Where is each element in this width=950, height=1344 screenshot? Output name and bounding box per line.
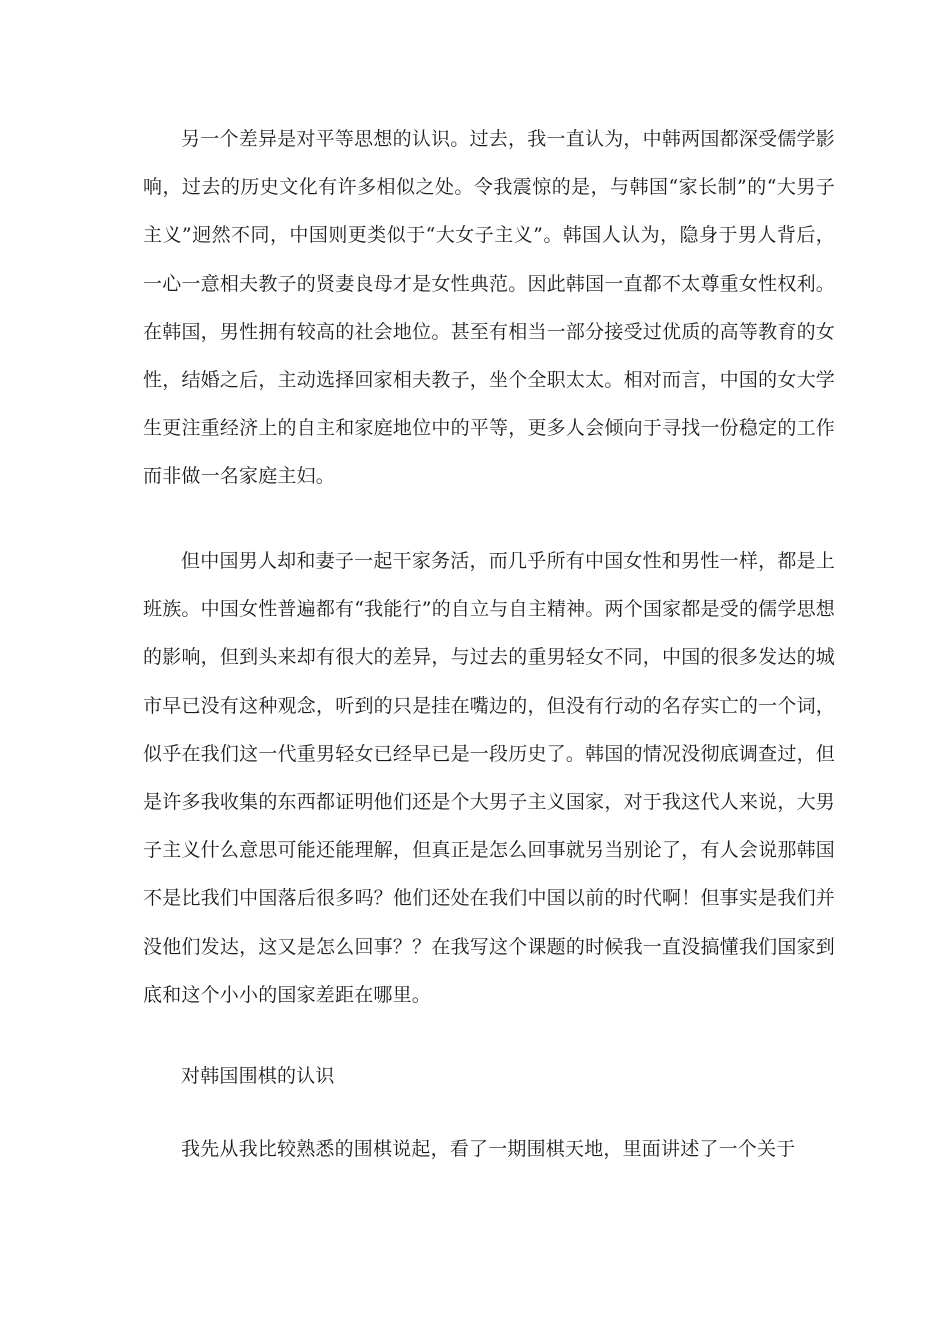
paragraph-go-intro: 我先从我比较熟悉的围棋说起，看了一期围棋天地，里面讲述了一个关于 (181, 1138, 796, 1160)
section-heading-korean-go: 对韩国围棋的认识 (181, 1065, 335, 1087)
paragraph-equality-thought: 另一个差异是对平等思想的认识。过去，我一直认为，中韩两国都深受儒学影响，过去的历史文化有许多相似之处。令我震惊的是，与韩国“家长制”的“大男子主义”迥然不同，中国则更类似于“大女子主义”。韩国人认为，隐身于男人背后，一心一意相夫教子的贤妻良母才是女性典范。因此韩国一直都不太尊重女性权利。在韩国，男性拥有较高的社会地位。甚至有相当一部分接受过优质的高等教育的女性，结婚之后，主动选择回家相夫教子，坐个全职太太。相对而言，中国的女大学生更注重经济上的自主和家庭地位中的平等，更多人会倾向于寻找一份稳定的工作而非做一名家庭主妇。 (143, 128, 835, 488)
paragraph-chinese-men-housework: 但中国男人却和妻子一起干家务活，而几乎所有中国女性和男性一样，都是上班族。中国女性普遍都有“我能行”的自立与自主精神。两个国家都是受的儒学思想的影响，但到头来却有很大的差异，与过去的重男轻女不同，中国的很多发达的城市早已没有这种观念，听到的只是挂在嘴边的，但没有行动的名存实亡的一个词，似乎在我们这一代重男轻女已经早已是一段历史了。韩国的情况没彻底调查过，但是许多我收集的东西都证明他们还是个大男子主义国家，对于我这代人来说，大男子主义什么意思可能还能理解，但真正是怎么回事就另当别论了，有人会说那韩国不是比我们中国落后很多吗？他们还处在我们中国以前的时代啊！但事实是我们并没他们发达，这又是怎么回事？？在我写这个课题的时候我一直没搞懂我们国家到底和这个小小的国家差距在哪里。 (143, 550, 835, 1006)
